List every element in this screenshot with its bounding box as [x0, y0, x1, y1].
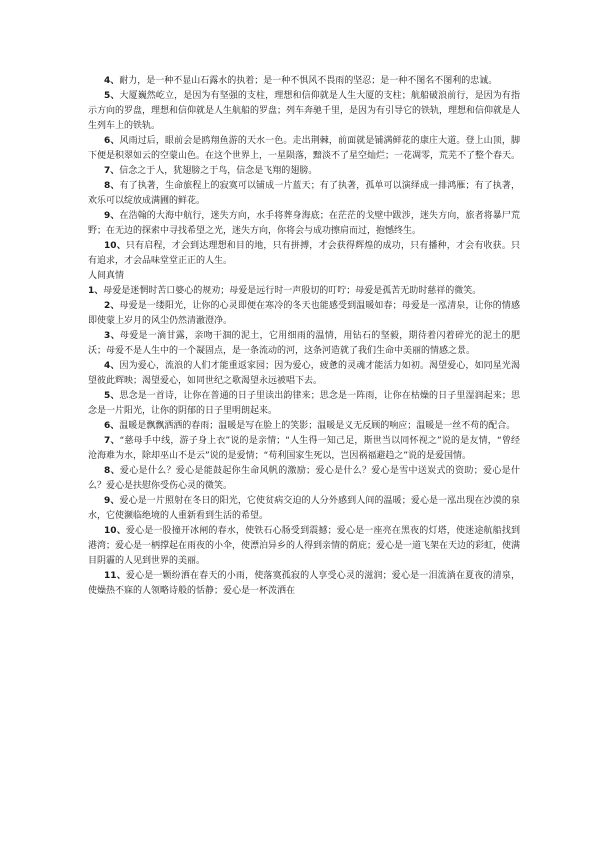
paragraph: [88, 299, 520, 329]
paragraph-text: 爱心是一股撞开冰闸的春水，使铁石心肠受到震撼；爱心是一座亮在黑夜的灯塔，使迷途航船找到港湾；爱心是一柄撑起在雨夜的小伞，使漂泊异乡的人得到亲情的荫庇；爱心是一道飞架在天边的彩虹，使满目阴霾的人见到世界的美丽。: [88, 526, 521, 566]
paragraph-text: 爱心是什么？爱心是能鼓起你生命风帆的激励；爱心是什么？爱心是雪中送炭式的资助；爱心是什么？爱心是扶慰你受伤心灵的微笑。: [88, 466, 520, 491]
paragraph-text: 母爱是一滴甘露，亲吻干涸的泥土，它用细雨的温情，用钻石的坚毅，期待着闪着碎光的泥土的肥沃；母爱不是人生中的一个凝固点，是一条流动的河，这条河造就了我们生命中美丽的情感之景。: [88, 331, 520, 356]
paragraph-text: 思念是一首诗，让你在普通的日子里读出韵律来；思念是一阵雨，让你在枯燥的日子里湿润起来；思念是一片阳光，让你的阴郁的日子里明朗起来。: [88, 391, 520, 416]
paragraph: [88, 524, 520, 569]
paragraph-number: 10、: [104, 526, 126, 536]
paragraph-number: 1、: [88, 286, 104, 296]
paragraph-number: 5、: [104, 391, 120, 401]
section-true-love: [88, 284, 520, 599]
paragraph-number: 6、: [104, 421, 120, 431]
paragraph-number: 5、: [104, 91, 120, 101]
paragraph-number: 4、: [104, 361, 120, 371]
paragraph: [88, 494, 520, 524]
section-heading: 人间真情: [88, 271, 125, 281]
paragraph: [88, 134, 520, 164]
paragraph-text: 信念之于人，犹翅膀之于鸟，信念是飞翔的翅膀。: [119, 166, 318, 176]
paragraph-number: 8、: [104, 466, 120, 476]
paragraph: [88, 329, 520, 359]
paragraph-number: 6、: [104, 136, 120, 146]
paragraph: [88, 434, 520, 464]
paragraph-text: 因为爱心，流浪的人们才能重返家园；因为爱心，疲惫的灵魂才能活力如初。渴望爱心，如同星光渴望彼此辉映；渴望爱心，如同世纪之歌渴望永远被唱下去。: [88, 361, 520, 386]
paragraph: [88, 209, 520, 239]
paragraph: [88, 164, 520, 179]
paragraph: [88, 89, 520, 134]
document-body: [88, 74, 520, 599]
paragraph: [88, 419, 520, 434]
paragraph-text: 风雨过后，眼前会是鸥翔鱼游的天水一色。走出荆棘，前面就是铺满鲜花的康庄大道。登上山顶，脚下便是积翠如云的空蒙山色。在这个世界上，一星陨落，黯淡不了星空灿烂；一花凋零，荒芜不了整个春天。: [88, 136, 521, 161]
paragraph-number: 8、: [104, 181, 120, 191]
paragraph-number: 7、: [104, 166, 120, 176]
paragraph-text: 在浩翰的大海中航行，迷失方向，水手将葬身海底；在茫茫的戈壁中跋涉，迷失方向，旅者将暴尸荒野；在无边的探索中寻找希望之光，迷失方向，你将会与成功擦肩而过，抱憾终生。: [88, 211, 520, 236]
paragraph-text: 大厦巍然屹立，是因为有坚强的支柱，理想和信仰就是人生大厦的支柱；航船破浪前行，是因为有指示方向的罗盘，理想和信仰就是人生航船的罗盘；列车奔驰千里，是因为有引导它的铁轨，理想和信仰就是人生列车上的铁轨。: [88, 91, 521, 131]
paragraph-number: 4、: [104, 76, 120, 86]
paragraph-number: 10、: [104, 241, 126, 251]
paragraph: [88, 179, 520, 209]
paragraph: [88, 284, 520, 299]
paragraph-text: 有了执著，生命旅程上的寂寞可以铺成一片蓝天；有了执著，孤单可以演绎成一排鸿雁；有了执著，欢乐可以绽放成满圃的鲜花。: [88, 181, 520, 206]
paragraph-number: 3、: [104, 331, 120, 341]
paragraph-text: 温暖是飘飘洒洒的春雨；温暖是写在脸上的笑影；温暖是义无反顾的响应；温暖是一丝不苟的配合。: [119, 421, 516, 431]
paragraph: [88, 74, 520, 89]
paragraph-number: 7、: [104, 436, 120, 446]
paragraph-number: 9、: [104, 496, 120, 506]
paragraph: [88, 239, 520, 269]
paragraph-text: 母爱是迷惘时苦口婆心的规劝；母爱是远行时一声殷切的叮咛；母爱是孤苦无助时慈祥的微笑。: [103, 286, 482, 296]
paragraph: [88, 464, 520, 494]
paragraph-number: 11、: [104, 571, 126, 581]
paragraph-text: 只有启程，才会到达理想和目的地，只有拼搏，才会获得辉煌的成功，只有播种，才会有收获。只有追求，才会品味堂堂正正的人生。: [88, 241, 520, 266]
paragraph-text: 耐力，是一种不显山石露水的执着；是一种不惧风不畏雨的坚忍；是一种不图名不图利的忠诚。: [119, 76, 498, 86]
section-faith: [88, 74, 520, 269]
paragraph: [88, 389, 520, 419]
paragraph: [88, 569, 520, 599]
paragraph: [88, 359, 520, 389]
paragraph-text: “慈母手中线，游子身上衣”说的是亲情；“人生得一知己足，斯世当以同怀视之”说的是友情，“曾经沧海难为水，除却巫山不是云”说的是爱情；“苟利国家生死以，岂因祸福避趋之”说的是爱国情。: [88, 436, 520, 461]
paragraph-text: 爱心是一片照射在冬日的阳光，它使贫病交迫的人分外感到人间的温暖；爱心是一泓出现在沙漠的泉水，它使濒临绝境的人重新看到生活的希望。: [88, 496, 520, 521]
paragraph-number: 2、: [104, 301, 120, 311]
paragraph-text: 母爱是一缕阳光，让你的心灵即便在寒冷的冬天也能感受到温暖如春；母爱是一泓清泉，让你的情感即使蒙上岁月的风尘仍然清澈澄净。: [88, 301, 520, 326]
paragraph-text: 爱心是一颗纷洒在春天的小雨，使落寞孤寂的人享受心灵的滋润；爱心是一泪流淌在夏夜的清泉，使燥热不寐的人领略诗般的恬静；爱心是一杯泼洒在: [88, 571, 520, 596]
paragraph-number: 9、: [104, 211, 120, 221]
